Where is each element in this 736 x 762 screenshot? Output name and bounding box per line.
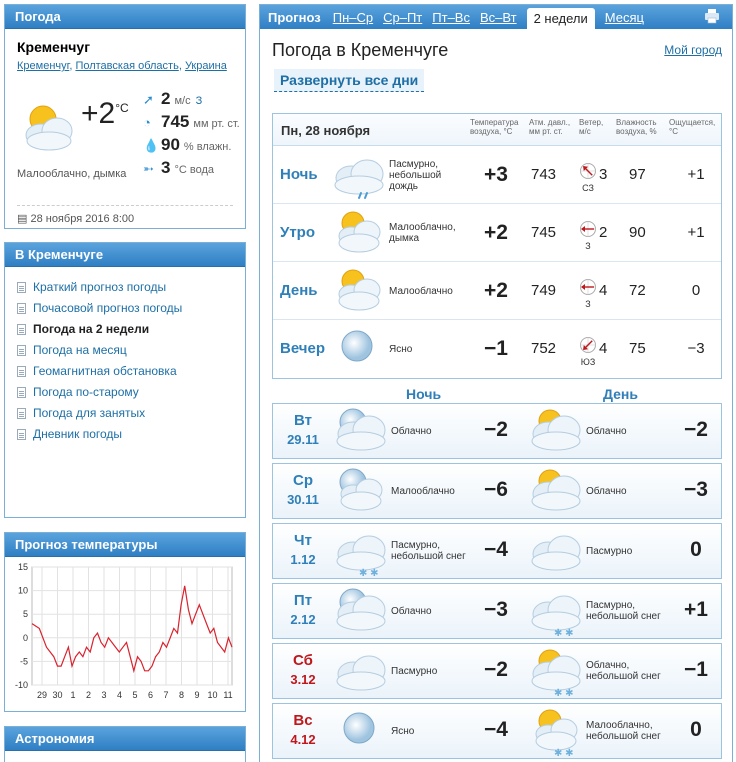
day-column-label: День bbox=[603, 386, 638, 402]
day-description: Малооблачно, небольшой снег bbox=[586, 720, 661, 742]
night-temperature: −2 bbox=[484, 418, 508, 441]
period-pressure: 752 bbox=[531, 340, 557, 357]
astronomy-title: Астрономия bbox=[5, 727, 245, 751]
col-wind: Ветер, м/с bbox=[579, 118, 604, 136]
tab-2[interactable]: Ср–Пт bbox=[383, 10, 423, 25]
temperature-chart bbox=[5, 557, 245, 707]
wind-speed: 2 bbox=[599, 224, 608, 241]
sidebar-item-label: Геомагнитная обстановка bbox=[33, 364, 177, 378]
period-feels-like: +1 bbox=[687, 166, 705, 183]
period-temperature: +3 bbox=[484, 163, 508, 186]
cloudy-night-icon bbox=[333, 406, 389, 456]
breadcrumb: Кременчуг, Полтавская область, Украина bbox=[17, 60, 227, 72]
night-temperature: −6 bbox=[484, 478, 508, 501]
svg-text:✱ ✱: ✱ ✱ bbox=[359, 568, 379, 576]
partly-cloudy-day-icon bbox=[331, 266, 387, 316]
period-pressure: 743 bbox=[531, 166, 557, 183]
day-name: Сб bbox=[293, 652, 313, 669]
x-tick-label: 7 bbox=[163, 690, 169, 700]
period-humidity: 90 bbox=[629, 224, 646, 241]
today-row-1 bbox=[273, 204, 721, 262]
page-title: Погода в Кременчуге bbox=[272, 40, 449, 60]
sidebar-item-label: Погода на 2 недели bbox=[33, 322, 150, 336]
cloudy-night-icon bbox=[333, 586, 389, 636]
x-tick-label: 3 bbox=[101, 690, 107, 700]
humidity-stat: 💧 90 % влажн. bbox=[143, 135, 232, 154]
period-temperature: +2 bbox=[484, 221, 508, 244]
period-name: Ночь bbox=[280, 166, 318, 183]
partly-cloudy-snow-day-icon bbox=[528, 706, 584, 756]
tab-4[interactable]: Вс–Вт bbox=[479, 10, 517, 25]
document-icon bbox=[17, 345, 26, 356]
svg-text:✱ ✱: ✱ ✱ bbox=[554, 748, 574, 756]
temperature-forecast-panel bbox=[4, 532, 246, 712]
document-icon bbox=[17, 366, 26, 377]
y-tick-label: 15 bbox=[17, 562, 28, 572]
col-humidity: Влажность воздуха, % bbox=[616, 118, 657, 136]
wind-speed: 4 bbox=[599, 340, 608, 357]
day-temperature: −3 bbox=[684, 478, 708, 501]
tab-0[interactable]: Прогноз bbox=[268, 10, 321, 25]
col-feels: Ощущается, °C bbox=[669, 118, 716, 136]
day-name: Ср bbox=[293, 472, 313, 489]
period-pressure: 749 bbox=[531, 282, 557, 299]
city-menu-panel bbox=[4, 242, 246, 518]
expand-all-button[interactable]: Развернуть все дни bbox=[274, 69, 424, 92]
period-feels-like: 0 bbox=[691, 282, 701, 299]
x-tick-label: 5 bbox=[132, 690, 138, 700]
x-tick-label: 8 bbox=[178, 690, 185, 700]
sidebar-item-4[interactable] bbox=[5, 361, 245, 382]
period-pressure: 745 bbox=[531, 224, 557, 241]
period-description: Ясно bbox=[389, 343, 413, 355]
current-weather-panel bbox=[4, 4, 246, 229]
breadcrumb-country[interactable]: Украина bbox=[184, 60, 227, 72]
forecast-tabs bbox=[260, 5, 732, 29]
wind-stat: ➚ 2 м/с З bbox=[143, 89, 203, 108]
day-date: 29.11 bbox=[287, 432, 319, 447]
day-temperature: 0 bbox=[690, 538, 702, 561]
period-description: Пасмурно, небольшой дождь bbox=[389, 158, 442, 192]
night-description: Малооблачно bbox=[391, 485, 455, 497]
cloudy-snow-day-icon bbox=[528, 646, 584, 696]
sidebar-item-label: Почасовой прогноз погоды bbox=[33, 301, 183, 315]
col-temperature: Температура воздуха, °C bbox=[470, 118, 519, 136]
cloudy-day-icon bbox=[528, 406, 584, 456]
document-icon bbox=[17, 282, 26, 293]
document-icon bbox=[17, 408, 26, 419]
period-name: Вечер bbox=[280, 340, 326, 357]
current-weather-title: Погода bbox=[5, 5, 245, 29]
city-name: Кременчуг bbox=[17, 39, 91, 55]
period-temperature: +2 bbox=[484, 279, 508, 302]
night-temperature: −4 bbox=[484, 718, 508, 741]
night-temperature: −4 bbox=[484, 538, 508, 561]
day-date: 4.12 bbox=[290, 732, 316, 747]
svg-text:✱ ✱: ✱ ✱ bbox=[554, 688, 574, 696]
wind-direction-icon bbox=[579, 220, 597, 238]
day-name: Вс bbox=[293, 712, 313, 729]
today-date: Пн, 28 ноября bbox=[281, 123, 371, 138]
sidebar-item-6[interactable] bbox=[5, 403, 245, 424]
sidebar-item-5[interactable] bbox=[5, 382, 245, 403]
forecast-day-row[interactable] bbox=[272, 643, 722, 699]
x-tick-label: 9 bbox=[194, 690, 200, 700]
forecast-day-row[interactable] bbox=[272, 703, 722, 759]
cloudy-day-icon bbox=[528, 466, 584, 516]
wind-speed: 3 bbox=[599, 166, 608, 183]
wind-icon: ➚ bbox=[143, 92, 154, 107]
wind-direction: СЗ bbox=[582, 183, 594, 193]
night-temperature: −3 bbox=[484, 598, 508, 621]
forecast-day-row[interactable] bbox=[272, 463, 722, 519]
y-tick-label: 5 bbox=[22, 609, 28, 620]
x-tick-label: 30 bbox=[52, 690, 63, 700]
x-tick-label: 10 bbox=[207, 690, 218, 700]
col-pressure: Атм. давл., мм рт. ст. bbox=[529, 118, 571, 136]
day-description: Облачно bbox=[586, 485, 627, 497]
forecast-panel bbox=[259, 4, 733, 762]
sidebar-item-2[interactable] bbox=[5, 319, 245, 340]
day-description: Пасмурно, небольшой снег bbox=[586, 600, 661, 622]
period-humidity: 97 bbox=[629, 166, 646, 183]
temperature-unit: °C bbox=[115, 101, 129, 115]
tab-5[interactable]: 2 недели bbox=[527, 8, 595, 29]
print-icon[interactable] bbox=[704, 8, 720, 24]
breadcrumb-city[interactable]: Кременчуг bbox=[17, 60, 70, 72]
current-description: Малооблачно, дымка bbox=[17, 168, 127, 180]
day-description: Облачно, небольшой снег bbox=[586, 660, 661, 682]
night-temperature: −2 bbox=[484, 658, 508, 681]
today-row-3 bbox=[273, 320, 721, 378]
x-tick-label: 2 bbox=[85, 690, 92, 700]
sidebar-item-1[interactable] bbox=[5, 298, 245, 319]
overcast-snow-icon bbox=[333, 526, 389, 576]
day-date: 1.12 bbox=[290, 552, 316, 567]
forecast-day-row[interactable] bbox=[272, 583, 722, 639]
today-row-2 bbox=[273, 262, 721, 320]
wind-direction-icon bbox=[579, 336, 597, 354]
day-temperature: +1 bbox=[684, 598, 708, 621]
city-menu bbox=[5, 277, 245, 445]
day-description: Пасмурно bbox=[586, 545, 633, 557]
drop-icon: 💧 bbox=[143, 138, 160, 153]
sidebar-item-3[interactable] bbox=[5, 340, 245, 361]
my-city-link[interactable]: Мой город bbox=[664, 43, 722, 57]
overcast-icon bbox=[528, 526, 584, 576]
x-tick-label: 11 bbox=[223, 690, 233, 700]
water-stat: ➵ 3 °C вода bbox=[143, 158, 214, 177]
partly-cloudy-day-icon bbox=[331, 208, 387, 258]
y-tick-label: 10 bbox=[17, 585, 28, 596]
wind-direction-icon bbox=[579, 278, 597, 296]
partly-cloudy-day-icon bbox=[17, 97, 79, 153]
sidebar-item-label: Погода по-старому bbox=[33, 385, 139, 399]
document-icon bbox=[17, 303, 26, 314]
pressure-stat: ◔ 745 мм рт. ст. bbox=[143, 112, 240, 131]
wind-direction: ЮЗ bbox=[580, 357, 596, 367]
overcast-rain-icon bbox=[331, 150, 387, 200]
wind-direction: З bbox=[585, 299, 591, 309]
night-description: Пасмурно bbox=[391, 665, 438, 677]
wind-direction-icon bbox=[579, 162, 597, 180]
period-temperature: −1 bbox=[484, 337, 508, 360]
document-icon bbox=[17, 324, 26, 335]
svg-text:✱ ✱: ✱ ✱ bbox=[554, 628, 574, 636]
forecast-day-row[interactable] bbox=[272, 403, 722, 459]
period-feels-like: +1 bbox=[687, 224, 705, 241]
day-name: Чт bbox=[294, 532, 312, 549]
fish-icon: ➵ bbox=[143, 161, 154, 176]
sidebar-item-label: Погода для занятых bbox=[33, 406, 146, 420]
forecast-day-row[interactable] bbox=[272, 523, 722, 579]
night-description: Облачно bbox=[391, 605, 432, 617]
breadcrumb-region[interactable]: Полтавская область bbox=[75, 60, 179, 72]
document-icon bbox=[17, 429, 26, 440]
chart-plot-area bbox=[32, 567, 232, 685]
day-date: 3.12 bbox=[290, 672, 316, 687]
period-description: Малооблачно bbox=[389, 285, 453, 297]
current-stats bbox=[143, 89, 240, 181]
night-column-label: Ночь bbox=[406, 386, 442, 402]
day-name: Вт bbox=[294, 412, 312, 429]
tab-1[interactable]: Пн–Ср bbox=[332, 10, 374, 25]
y-tick-label: 0 bbox=[22, 632, 28, 643]
period-name: День bbox=[280, 282, 318, 299]
day-date: 2.12 bbox=[290, 612, 316, 627]
wind-speed: 4 bbox=[599, 282, 608, 299]
astronomy-panel bbox=[4, 726, 246, 762]
sidebar-item-label: Погода на месяц bbox=[33, 343, 127, 357]
day-date: 30.11 bbox=[287, 492, 319, 507]
overcast-icon bbox=[333, 646, 389, 696]
night-description: Облачно bbox=[391, 425, 432, 437]
x-tick-label: 6 bbox=[147, 690, 154, 700]
document-icon bbox=[17, 387, 26, 398]
sidebar-item-label: Дневник погоды bbox=[33, 427, 123, 441]
update-time: ▤ 28 ноября 2016 8:00 bbox=[17, 205, 233, 225]
partly-cloudy-night-icon bbox=[333, 466, 389, 516]
period-name: Утро bbox=[280, 224, 316, 241]
period-description: Малооблачно, дымка bbox=[389, 222, 456, 244]
current-temperature: $+2^{^\circ C}$ bbox=[81, 97, 129, 130]
wind-direction: З bbox=[585, 241, 591, 251]
x-tick-label: 4 bbox=[116, 690, 123, 700]
sidebar-item-0[interactable] bbox=[5, 277, 245, 298]
y-tick-label: -10 bbox=[14, 680, 28, 690]
y-tick-label: -5 bbox=[19, 656, 28, 667]
day-temperature: 0 bbox=[690, 718, 702, 741]
period-humidity: 75 bbox=[629, 340, 646, 357]
period-feels-like: −3 bbox=[687, 340, 705, 357]
temperature-forecast-title: Прогноз температуры bbox=[5, 533, 245, 557]
period-humidity: 72 bbox=[629, 282, 646, 299]
today-row-0 bbox=[273, 146, 721, 204]
day-name: Пт bbox=[293, 592, 313, 609]
today-forecast-table bbox=[272, 113, 722, 379]
clear-night-icon bbox=[333, 706, 389, 756]
today-header bbox=[273, 114, 721, 146]
night-description: Ясно bbox=[391, 725, 415, 737]
sidebar-item-7[interactable] bbox=[5, 424, 245, 445]
gauge-icon: ◔ bbox=[143, 115, 151, 130]
tab-3[interactable]: Пт–Вс bbox=[432, 10, 470, 25]
city-menu-title: В Кременчуге bbox=[5, 243, 245, 267]
overcast-snow-icon bbox=[528, 586, 584, 636]
day-temperature: −2 bbox=[684, 418, 708, 441]
clear-night-icon bbox=[331, 324, 387, 374]
day-description: Облачно bbox=[586, 425, 627, 437]
x-tick-label: 29 bbox=[36, 690, 48, 700]
sidebar-item-label: Краткий прогноз погоды bbox=[33, 280, 167, 294]
tab-6[interactable]: Месяц bbox=[604, 10, 644, 25]
x-tick-label: 1 bbox=[70, 690, 76, 700]
night-description: Пасмурно, небольшой снег bbox=[391, 540, 466, 562]
day-temperature: −1 bbox=[684, 658, 708, 681]
